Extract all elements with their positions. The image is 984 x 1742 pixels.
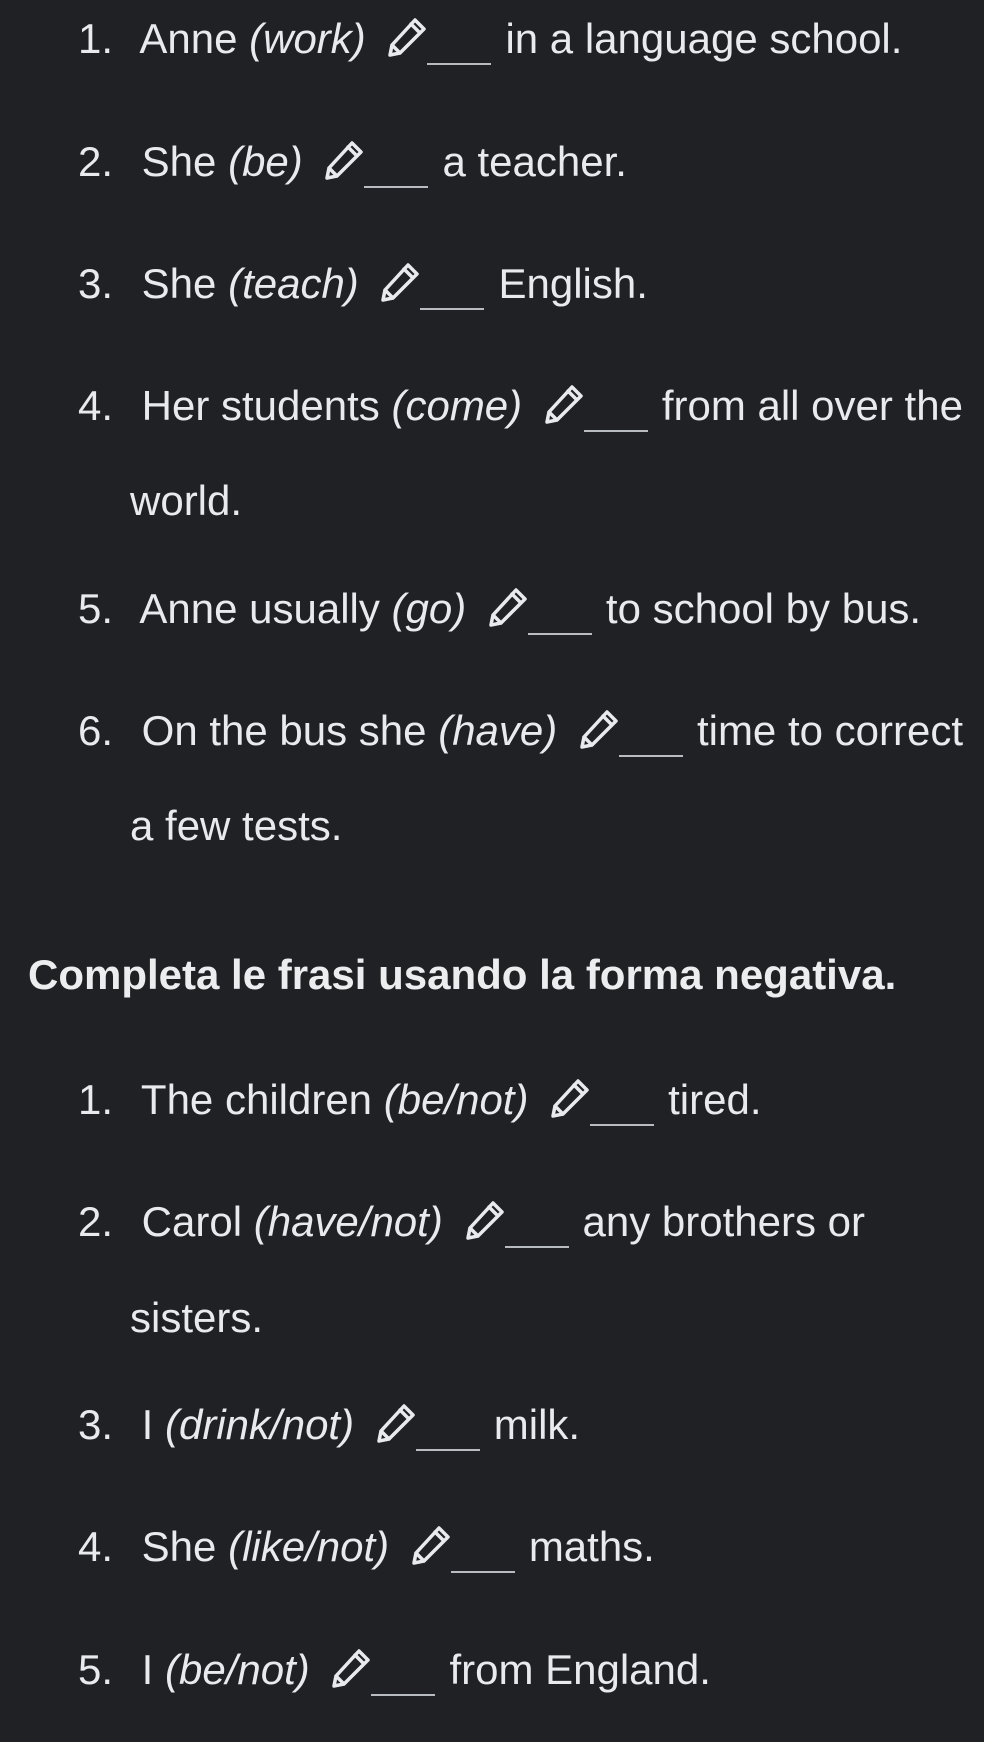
item-number: 4. [78,382,114,429]
exercise-item [0,137,627,188]
verb-hint: (be/not) [165,1646,310,1693]
section-heading: Completa le frasi usando la forma negativa. [28,951,897,998]
item-number: 5. [78,585,114,632]
verb-hint: (teach) [228,260,359,307]
item-text-before: I [141,1646,166,1693]
item-text-before: I [141,1401,166,1448]
item-number: 2. [78,1198,114,1245]
verb-hint: (drink/not) [165,1401,355,1448]
verb-hint: (have) [438,707,558,754]
verb-hint: (be) [228,138,303,185]
item-text-before: On the bus she [141,707,439,754]
item-text-before: She [141,260,229,307]
answer-blank[interactable] [619,715,683,757]
answer-blank[interactable] [416,1409,480,1451]
item-text-before: She [141,138,229,185]
item-text-after: any brothers or [582,1198,865,1245]
pencil-icon[interactable] [486,585,530,629]
item-text-after: a teacher. [442,138,627,185]
item-number: 2. [78,138,114,185]
pencil-icon[interactable] [409,1523,453,1567]
item-number: 1. [78,1076,114,1123]
pencil-icon[interactable] [385,15,429,59]
item-text-after: tired. [668,1076,762,1123]
item-text-before: The children [140,1076,384,1123]
item-text-before: Her students [141,382,392,429]
pencil-icon[interactable] [374,1401,418,1445]
item-text-after: maths. [528,1523,655,1570]
verb-hint: (be/not) [383,1076,529,1123]
answer-blank[interactable] [505,1206,569,1248]
answer-blank[interactable] [451,1531,515,1573]
item-continuation: world. [130,477,243,524]
verb-hint: (come) [391,382,523,429]
item-text-after: time to correct [696,707,964,754]
answer-blank[interactable] [371,1654,435,1696]
verb-hint: (like/not) [228,1523,390,1570]
item-text-after: milk. [493,1401,581,1448]
answer-blank[interactable] [584,390,648,432]
item-text-after: from all over the [661,382,963,429]
pencil-icon[interactable] [463,1198,507,1242]
pencil-icon[interactable] [577,707,621,751]
item-text-before: She [141,1523,229,1570]
item-text-after: English. [498,260,648,307]
item-continuation: sisters. [130,1294,264,1341]
exercise-item [0,1522,655,1573]
item-text-before: Anne usually [139,585,392,632]
item-text-after: to school by bus. [605,585,922,632]
pencil-icon[interactable] [548,1076,592,1120]
exercise-item [0,14,902,65]
item-text-after: from England. [449,1646,711,1693]
pencil-icon[interactable] [378,260,422,304]
pencil-icon[interactable] [329,1646,373,1690]
item-number: 4. [78,1523,114,1570]
item-number: 5. [78,1646,114,1693]
item-number: 6. [78,707,114,754]
exercise-item [0,1197,865,1248]
verb-hint: (go) [391,585,467,632]
item-number: 1. [78,15,114,62]
exercise-item [0,259,648,310]
answer-blank[interactable] [364,146,428,188]
item-text-before: Anne [139,15,250,62]
exercise-item [0,381,963,432]
item-number: 3. [78,260,114,307]
verb-hint: (work) [249,15,366,62]
item-text-after: in a language school. [505,15,903,62]
exercise-item [0,1075,762,1126]
verb-hint: (have/not) [253,1198,443,1245]
answer-blank[interactable] [528,593,592,635]
exercise-item [0,584,921,635]
pencil-icon[interactable] [322,138,366,182]
item-continuation: a few tests. [130,802,343,849]
exercise-item [0,1645,711,1696]
pencil-icon[interactable] [542,382,586,426]
answer-blank[interactable] [427,23,491,65]
item-text-before: Carol [141,1198,254,1245]
answer-blank[interactable] [590,1084,654,1126]
item-number: 3. [78,1401,114,1448]
answer-blank[interactable] [420,268,484,310]
exercise-item [0,1400,580,1451]
exercise-item [0,706,963,757]
